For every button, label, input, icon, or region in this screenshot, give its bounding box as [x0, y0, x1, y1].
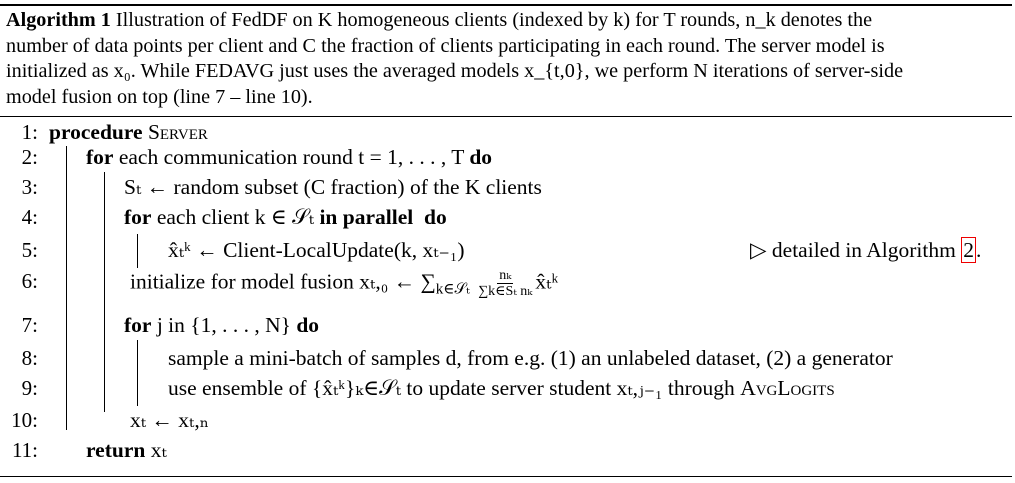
code-line-11: return xₜ	[86, 438, 167, 462]
code-line-4: for each client k ∈ 𝒮ₜ in parallel do	[124, 205, 447, 229]
bottom-rule	[0, 476, 1012, 477]
caption-rule	[0, 116, 1012, 117]
weight-fraction: $\frac{\text{nₖ}}{\text{∑k∈Sₜ nₖ}}$	[478, 268, 533, 299]
algorithm-caption	[6, 8, 1010, 110]
indent-bar-for-rounds	[104, 172, 105, 412]
code-line-8: sample a mini-batch of samples d, from e.g. (1) an unlabeled dataset, (2) a generator	[168, 346, 893, 370]
algorithm-ref-link[interactable]: 2	[963, 238, 974, 262]
caption-line-2: number of data points per client and C the fraction of clients participating in each round. The server model is	[6, 34, 885, 57]
line-number-3: 3:	[21, 175, 38, 199]
top-rule	[0, 4, 1012, 6]
line-number-10: 10:	[11, 408, 38, 432]
code-line-7: for j in {1, . . . , N} do	[124, 313, 320, 337]
indent-bar-for-clients	[137, 234, 138, 268]
algorithm-label: Algorithm 1	[6, 9, 111, 31]
caption-line-4: model fusion on top (line 7 – line 10).	[6, 85, 313, 108]
line-number-8: 8:	[21, 346, 38, 370]
line-number-7: 7:	[21, 313, 38, 337]
line-number-9: 9:	[21, 376, 38, 400]
comment-detailed: ▷ detailed in Algorithm 2.	[750, 238, 982, 262]
code-line-5: x̂ₜᵏ ← Client-LocalUpdate(k, xₜ₋₁)	[168, 238, 465, 262]
code-line-9: use ensemble of {x̂ₜᵏ}ₖ∈𝒮ₜ to update server student xₜ,ⱼ₋₁ through AvgLogits	[168, 376, 835, 400]
line-number-1: 1:	[21, 120, 38, 144]
code-line-3: Sₜ ← random subset (C fraction) of the K clients	[124, 175, 542, 199]
code-line-6: initialize for model fusion xₜ,₀ ← $\sum_{k\in 𝒮_t}$ $\frac{\text{nₖ}}{\text{∑k∈Sₜ nₖ}}$ x̂ₜᵏ	[130, 268, 559, 299]
procedure-name: Server	[147, 120, 208, 144]
line-number-5: 5:	[21, 238, 38, 262]
line-number-6: 6:	[21, 269, 38, 293]
code-line-1	[49, 119, 208, 145]
keyword-procedure: procedure	[49, 120, 143, 144]
line-number-11: 11:	[11, 438, 38, 462]
caption-line-1: Algorithm 1 Illustration of FedDF on K homogeneous clients (indexed by k) for T rounds, n_k denotes the	[6, 9, 873, 31]
indent-bar-for-iterations	[137, 340, 138, 406]
caption-line-3: initialized as x₀. While FEDAVG just uses the averaged models x_{t,0}, we perform N iterations of server-side	[6, 60, 904, 82]
code-line-10: xₜ ← xₜ,ₙ	[130, 408, 210, 432]
indent-bar-procedure	[66, 146, 67, 430]
line-number-4: 4:	[21, 205, 38, 229]
line-number-2: 2:	[21, 145, 38, 169]
code-line-2: for each communication round t = 1, . . . , T do	[86, 145, 493, 169]
